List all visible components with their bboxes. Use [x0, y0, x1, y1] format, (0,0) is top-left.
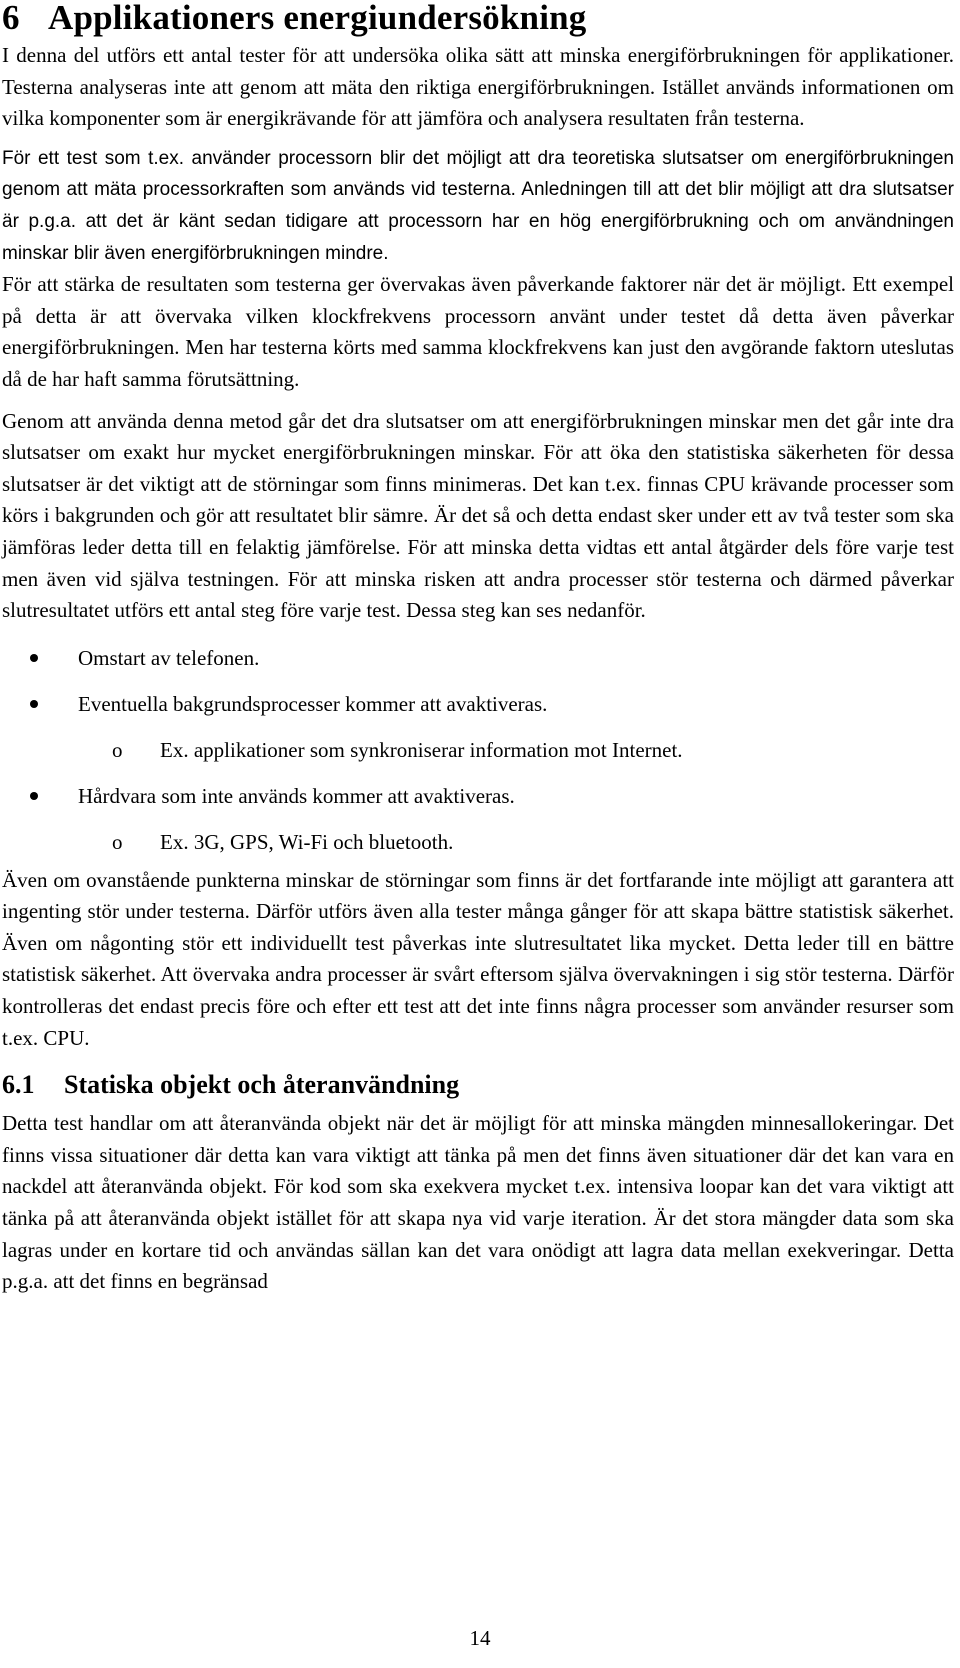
- list-item-text: Omstart av telefonen.: [78, 645, 260, 670]
- sub-list-item: [2, 827, 954, 857]
- page-number: 14: [469, 1626, 491, 1650]
- subsection-number: 6.1: [2, 1070, 35, 1100]
- list-item: [2, 781, 954, 811]
- steps-list: [2, 643, 954, 857]
- sub-list-item: [2, 735, 954, 765]
- section-number: 6: [2, 0, 20, 37]
- sub-bullet-marker: o: [112, 737, 123, 762]
- bullet-icon: [30, 700, 38, 708]
- list-item-text: Ex. 3G, GPS, Wi-Fi och bluetooth.: [160, 829, 454, 854]
- section-title: Applikationers energiundersökning: [48, 0, 587, 37]
- subsection-paragraph: Detta test handlar om att återanvända objekt när det är möjligt för att minska mängden minnesallokeringar. Det finns vissa situationer där detta kan vara viktigt att tänka på men det finns även situationer där det kan vara en nackdel att återanvända objekt. För kod som ska exekvera mycket t.ex. intensiva loopar kan det vara viktigt att tänka på att återanvända objekt istället för att skapa nya vid varje iteration. Är det stora mängder data som ska lagras under en kortare tid och användas sällan kan det vara onödigt att lagra data mellan exekveringar. Detta p.g.a. att det finns en begränsad: [2, 1111, 954, 1294]
- bullet-icon: [30, 654, 38, 662]
- processor-paragraph: För ett test som t.ex. använder processorn blir det möjligt att dra teoretiska slutsatser om energiförbrukningen genom att mäta processorkraften som används vid testerna. Anledningen till att det blir möjligt att dra slutsatser är p.g.a. att det är känt sedan tidigare att processorn har en hög energiförbrukning och om användningen minskar blir även energiförbrukningen mindre.: [2, 147, 954, 264]
- after-list-paragraph: Även om ovanstående punkterna minskar de störningar som finns är det fortfarande inte möjligt att garantera att ingenting stör under testerna. Därför utförs även alla tester många gånger för att skapa bättre statistisk säkerhet. Även om någonting stör ett individuellt test påverkas inte slutresultatet lika mycket. Detta leder till en bättre statistisk säkerhet. Att övervaka andra processer är svårt eftersom själva övervakningen i sig stör testerna. Därför kontrolleras det endast precis före och efter ett test att det inte finns några processer som använder resurser som t.ex. CPU.: [2, 867, 954, 1050]
- list-item-text: Eventuella bakgrundsprocesser kommer att avaktiveras.: [78, 691, 548, 716]
- subsection-title: Statiska objekt och återanvändning: [64, 1070, 460, 1100]
- subsection-heading: [2, 1068, 954, 1102]
- intro-paragraph: I denna del utförs ett antal tester för att undersöka olika sätt att minska energiförbrukningen för applikationer. Testerna analyseras inte att genom att mäta den riktiga energiförbrukningen. Istället används informationen om vilka komponenter som är energikrävande för att jämföra och analysera resultaten från testerna.: [2, 43, 954, 131]
- list-item: [2, 689, 954, 719]
- sub-bullet-marker: o: [112, 829, 123, 854]
- section-heading: [2, 0, 954, 36]
- method-paragraph: Genom att använda denna metod går det dra slutsatser om att energiförbrukningen minskar men det går inte dra slutsatser om exakt hur mycket energiförbrukningen minskar. För att öka den statistiska säkerheten för dessa slutsatser är det viktigt att de störningar som finns minimeras. Det kan t.ex. finnas CPU krävande processer som körs i bakgrunden och gör att resultatet blir sämre. Är det så och detta endast sker under ett av två tester som ska jämföras leder detta till en felaktig jämförelse. För att minska detta vidtas ett antal åtgärder dels före varje test men även vid själva testningen. För att minska risken att andra processer stör testerna och därmed påverkar slutresultatet utförs ett antal steg före varje test. Dessa steg kan ses nedanför.: [2, 408, 954, 623]
- bullet-icon: [30, 792, 38, 800]
- list-item-text: Ex. applikationer som synkroniserar information mot Internet.: [160, 737, 683, 762]
- list-item-text: Hårdvara som inte används kommer att avaktiveras.: [78, 783, 515, 808]
- list-item: [2, 643, 954, 673]
- document-page: [2, 0, 954, 1668]
- processor-paragraph-continued: För att stärka de resultaten som testerna ger övervakas även påverkande faktorer när det är möjligt. Ett exempel på detta är att övervaka vilken klockfrekvens processorn använt under testet då detta även påverkar energiförbrukningen. Men har testerna körts med samma klockfrekvens kan just den avgörande faktorn uteslutas då de har haft samma förutsättning.: [2, 272, 954, 391]
